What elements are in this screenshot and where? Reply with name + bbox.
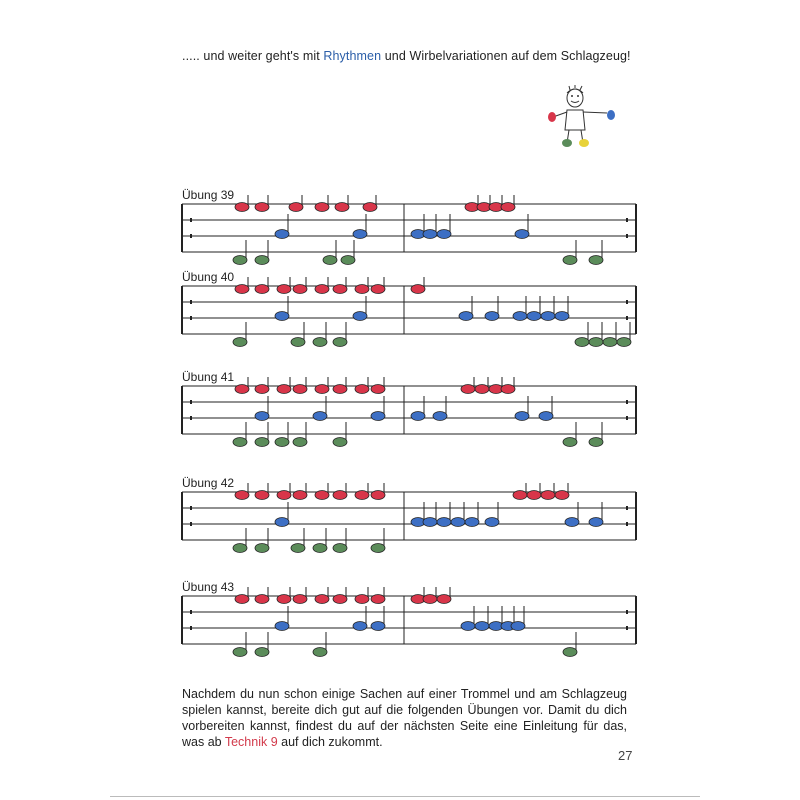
note-head: [371, 412, 385, 421]
note-head: [433, 412, 447, 421]
note-head: [423, 518, 437, 527]
note-head: [465, 518, 479, 527]
note-head: [515, 412, 529, 421]
note-head: [355, 595, 369, 604]
note-head: [353, 230, 367, 239]
note-head: [335, 203, 349, 212]
note-head: [563, 256, 577, 265]
note-head: [589, 338, 603, 347]
note-head: [333, 385, 347, 394]
note-head: [511, 622, 525, 631]
note-head: [255, 412, 269, 421]
note-head: [289, 203, 303, 212]
clef-mark: [190, 522, 192, 526]
instruction-paragraph: [182, 686, 627, 750]
technik-link[interactable]: Technik 9: [224, 735, 278, 749]
note-head: [589, 518, 603, 527]
note-head: [235, 491, 249, 500]
note-head: [437, 230, 451, 239]
note-head: [459, 312, 473, 321]
note-head: [313, 338, 327, 347]
note-head: [589, 438, 603, 447]
note-head: [315, 203, 329, 212]
repeat-dot: [626, 610, 628, 614]
note-head: [293, 491, 307, 500]
note-head: [371, 622, 385, 631]
note-head: [275, 230, 289, 239]
note-head: [255, 544, 269, 553]
repeat-dot: [626, 416, 628, 420]
note-head: [451, 518, 465, 527]
repeat-dot: [626, 522, 628, 526]
note-head: [541, 312, 555, 321]
exercise-39-label: Übung 39: [182, 188, 235, 202]
clef-mark: [190, 400, 192, 404]
note-head: [233, 648, 247, 657]
note-head: [255, 438, 269, 447]
note-head: [233, 338, 247, 347]
note-head: [501, 203, 515, 212]
note-head: [485, 312, 499, 321]
note-head: [437, 518, 451, 527]
note-head: [515, 230, 529, 239]
exercise-41-staff: [0, 372, 800, 452]
note-head: [475, 385, 489, 394]
note-head: [355, 285, 369, 294]
note-head: [341, 256, 355, 265]
exercise-43-label: Übung 43: [182, 580, 235, 594]
exercise-39-staff: [0, 190, 800, 270]
note-head: [575, 338, 589, 347]
clef-mark: [190, 626, 192, 630]
note-head: [353, 622, 367, 631]
note-head: [501, 385, 515, 394]
note-head: [291, 544, 305, 553]
note-head: [313, 648, 327, 657]
rhythm-word: Rhythmen: [323, 49, 382, 63]
exercise-42-staff: [0, 478, 800, 558]
note-head: [411, 285, 425, 294]
repeat-dot: [626, 506, 628, 510]
intro-heading: [182, 49, 631, 63]
repeat-dot: [626, 300, 628, 304]
note-head: [275, 622, 289, 631]
note-head: [353, 312, 367, 321]
note-head: [423, 595, 437, 604]
clef-mark: [190, 416, 192, 420]
note-head: [539, 412, 553, 421]
note-head: [293, 385, 307, 394]
clef-mark: [190, 218, 192, 222]
note-head: [355, 385, 369, 394]
repeat-dot: [626, 400, 628, 404]
note-head: [323, 256, 337, 265]
note-head: [233, 256, 247, 265]
note-head: [313, 412, 327, 421]
note-head: [233, 544, 247, 553]
note-head: [333, 438, 347, 447]
note-head: [333, 544, 347, 553]
note-head: [235, 385, 249, 394]
note-head: [603, 338, 617, 347]
intro-prefix: ..... und weiter geht's mit: [182, 49, 324, 63]
note-head: [255, 595, 269, 604]
note-head: [277, 595, 291, 604]
note-head: [355, 491, 369, 500]
page-number: 27: [618, 748, 633, 763]
note-head: [291, 338, 305, 347]
clef-mark: [190, 234, 192, 238]
note-head: [275, 438, 289, 447]
note-head: [275, 312, 289, 321]
note-head: [255, 385, 269, 394]
note-head: [255, 648, 269, 657]
note-head: [363, 203, 377, 212]
note-head: [423, 230, 437, 239]
clef-mark: [190, 316, 192, 320]
note-head: [333, 595, 347, 604]
note-head: [333, 285, 347, 294]
note-head: [461, 622, 475, 631]
note-head: [513, 491, 527, 500]
note-head: [315, 491, 329, 500]
note-head: [563, 438, 577, 447]
note-head: [293, 438, 307, 447]
exercise-42-label: Übung 42: [182, 476, 235, 490]
note-head: [315, 385, 329, 394]
note-head: [541, 491, 555, 500]
note-head: [277, 385, 291, 394]
clef-mark: [190, 300, 192, 304]
note-head: [275, 518, 289, 527]
note-head: [371, 285, 385, 294]
note-head: [235, 595, 249, 604]
note-head: [371, 385, 385, 394]
clef-mark: [190, 610, 192, 614]
exercise-43-staff: [0, 582, 800, 662]
note-head: [617, 338, 631, 347]
note-head: [315, 285, 329, 294]
note-head: [371, 544, 385, 553]
note-head: [437, 595, 451, 604]
bottom-rule: [110, 796, 700, 797]
note-head: [527, 312, 541, 321]
note-head: [315, 595, 329, 604]
note-head: [565, 518, 579, 527]
note-head: [293, 285, 307, 294]
note-head: [255, 285, 269, 294]
repeat-dot: [626, 626, 628, 630]
note-head: [293, 595, 307, 604]
note-head: [563, 648, 577, 657]
note-head: [333, 491, 347, 500]
clef-mark: [190, 506, 192, 510]
paragraph-text: Nachdem du nun schon einige Sachen auf einer Trommel und am Schlagzeug spielen kannst, bereite dich gut auf die folgenden Übungen vor. Damit du dich vorbereiten kannst, findest du auf der nächsten Seite eine Einleitung für das, was ab: [182, 687, 627, 749]
note-head: [475, 622, 489, 631]
note-head: [555, 312, 569, 321]
note-head: [313, 544, 327, 553]
note-head: [371, 595, 385, 604]
note-head: [555, 491, 569, 500]
paragraph-end: auf dich zukommt.: [277, 735, 383, 749]
note-head: [277, 285, 291, 294]
note-head: [411, 412, 425, 421]
note-head: [235, 285, 249, 294]
note-head: [255, 256, 269, 265]
drummer-illustration: [545, 85, 625, 155]
exercise-41-label: Übung 41: [182, 370, 235, 384]
note-head: [255, 203, 269, 212]
note-head: [513, 312, 527, 321]
note-head: [235, 203, 249, 212]
note-head: [527, 491, 541, 500]
note-head: [233, 438, 247, 447]
note-head: [277, 491, 291, 500]
exercise-40-staff: [0, 272, 800, 352]
note-head: [461, 385, 475, 394]
note-head: [255, 491, 269, 500]
repeat-dot: [626, 234, 628, 238]
repeat-dot: [626, 316, 628, 320]
note-head: [485, 518, 499, 527]
note-head: [371, 491, 385, 500]
intro-suffix: und Wirbelvariationen auf dem Schlagzeug!: [381, 49, 631, 63]
note-head: [333, 338, 347, 347]
exercise-40-label: Übung 40: [182, 270, 235, 284]
repeat-dot: [626, 218, 628, 222]
note-head: [589, 256, 603, 265]
